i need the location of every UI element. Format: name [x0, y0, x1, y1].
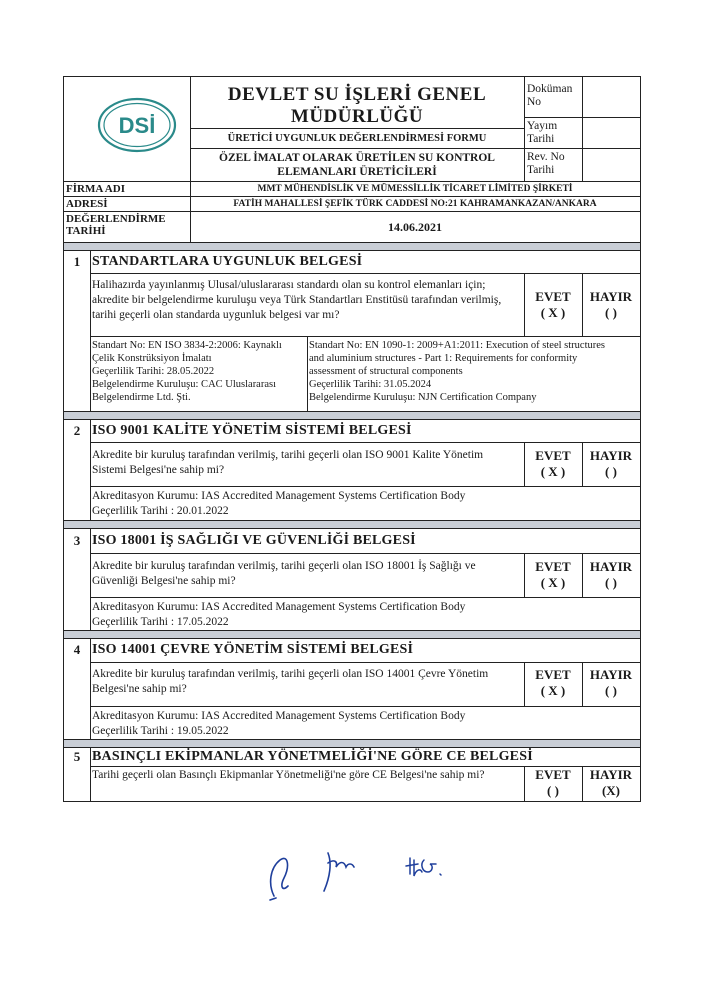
adres-value: FATİH MAHALLESİ ŞEFİK TÜRK CADDESİ NO:21 KAHRAMANKAZAN/ANKARA: [233, 199, 597, 209]
section-4-title: ISO 14001 ÇEVRE YÖNETİM SİSTEMİ BELGESİ: [92, 642, 414, 657]
section-5-evet[interactable]: EVET ( ): [535, 767, 571, 798]
section-4-number: 4: [73, 642, 81, 657]
section-5-title: BASINÇLI EKİPMANLAR YÖNETMELİĞİ'NE GÖRE CE BELGESİ: [92, 749, 533, 764]
section-4-hayir[interactable]: HAYIR ( ): [589, 667, 633, 698]
section-1-hayir[interactable]: HAYIR ( ): [589, 289, 633, 320]
firma-value: MMT MÜHENDİSLİK VE MÜMESSİLLİK TİCARET LİMİTED ŞİRKETİ: [257, 184, 573, 194]
section-5-question: Tarihi geçerli olan Basınçlı Ekipmanlar Yönetmeliği'ne göre CE Belgesi'ne sahip mi?: [92, 769, 485, 781]
section-2-hayir[interactable]: HAYIR ( ): [589, 448, 633, 479]
section-4-evet[interactable]: EVET ( X ): [535, 667, 571, 698]
section-3-evet[interactable]: EVET ( X ): [535, 559, 571, 590]
section-2-number: 2: [73, 423, 81, 438]
signature-3: [402, 852, 444, 882]
section-1-number: 1: [73, 254, 81, 269]
section-3-hayir[interactable]: HAYIR ( ): [589, 559, 633, 590]
section-1-note-right: Standart No: EN 1090-1: 2009+A1:2011: Execution of steel structures and aluminium structures - Part 1: Requirements for conformity assessment of structural components Geçerlilik Tarihi: 31.05.2024 Belgelendirme Kuruluşu: NJN Certification Company: [309, 340, 605, 403]
section-4-note: Akreditasyon Kurumu: IAS Accredited Management Systems Certification Body Geçerlilik Tarihi : 19.05.2022: [92, 710, 466, 737]
tarih-label: DEĞERLENDİRME TARİHİ: [66, 213, 166, 237]
section-2-title: ISO 9001 KALİTE YÖNETİM SİSTEMİ BELGESİ: [92, 423, 412, 438]
doc-no-label: Doküman No: [527, 83, 573, 108]
section-2-evet[interactable]: EVET ( X ): [535, 448, 571, 479]
section-2-question: Akredite bir kuruluş tarafından verilmiş, tarihi geçerli olan ISO 9001 Kalite Yönetim Sistemi Belgesi'ne sahip mi?: [92, 449, 484, 476]
rev-no-label: Rev. No Tarihi: [527, 151, 565, 176]
section-1-evet[interactable]: EVET ( X ): [535, 289, 571, 320]
firma-label: FİRMA ADI: [66, 183, 125, 195]
section-3-number: 3: [73, 533, 81, 548]
publish-date-label: Yayım Tarihi: [527, 120, 558, 145]
adres-label: ADRESİ: [66, 198, 108, 210]
signature-1: [258, 848, 300, 902]
subtitle-line2: ELEMANLARI ÜRETİCİLERİ: [277, 166, 437, 178]
org-name-line1: DEVLET SU İŞLERİ GENEL: [227, 84, 487, 105]
section-5-hayir[interactable]: HAYIR (X): [589, 767, 633, 798]
tarih-value: 14.06.2021: [388, 220, 442, 234]
section-3-title: ISO 18001 İŞ SAĞLIĞI VE GÜVENLİĞİ BELGESİ: [92, 533, 416, 548]
org-name-line2: MÜDÜRLÜĞÜ: [290, 106, 424, 127]
section-4-question: Akredite bir kuruluş tarafından verilmiş, tarihi geçerli olan ISO 14001 Çevre Yönetim Belgesi'ne sahip mi?: [92, 668, 489, 695]
signature-2: [310, 845, 358, 895]
section-1-question: Halihazırda yayınlanmış Ulusal/uluslararası standardı olan su kontrol elemanları için; akredite bir belgelendirme kuruluşu veya Türk Standartları Enstitüsü tarafından verilmiş, tarihi geçerli olan standarda uygunluk belgesi var mı?: [92, 279, 502, 321]
section-3-note: Akreditasyon Kurumu: IAS Accredited Management Systems Certification Body Geçerlilik Tarihi : 17.05.2022: [92, 601, 466, 628]
section-3-question: Akredite bir kuruluş tarafından verilmiş, tarihi geçerli olan ISO 18001 İş Sağlığı ve Güvenliği Belgesi'ne sahip mi?: [92, 560, 476, 587]
subtitle-line1: ÖZEL İMALAT OLARAK ÜRETİLEN SU KONTROL: [219, 152, 495, 164]
logo-text: DSİ: [118, 113, 156, 138]
section-1-note-left: Standart No: EN ISO 3834-2:2006: Kaynaklı Çelik Konstrüksiyon İmalatı Geçerlilik Tarihi: 28.05.2022 Belgelendirme Kuruluşu: CAC Uluslararası Belgelendirme Ltd. Şti.: [92, 340, 282, 403]
section-1-title: STANDARTLARA UYGUNLUK BELGESİ: [92, 254, 363, 269]
section-5-number: 5: [73, 749, 81, 764]
dsi-logo: [96, 96, 178, 154]
section-2-note: Akreditasyon Kurumu: IAS Accredited Management Systems Certification Body Geçerlilik Tarihi : 20.01.2022: [92, 490, 466, 517]
form-title: ÜRETİCİ UYGUNLUK DEĞERLENDİRMESİ FORMU: [227, 133, 487, 144]
